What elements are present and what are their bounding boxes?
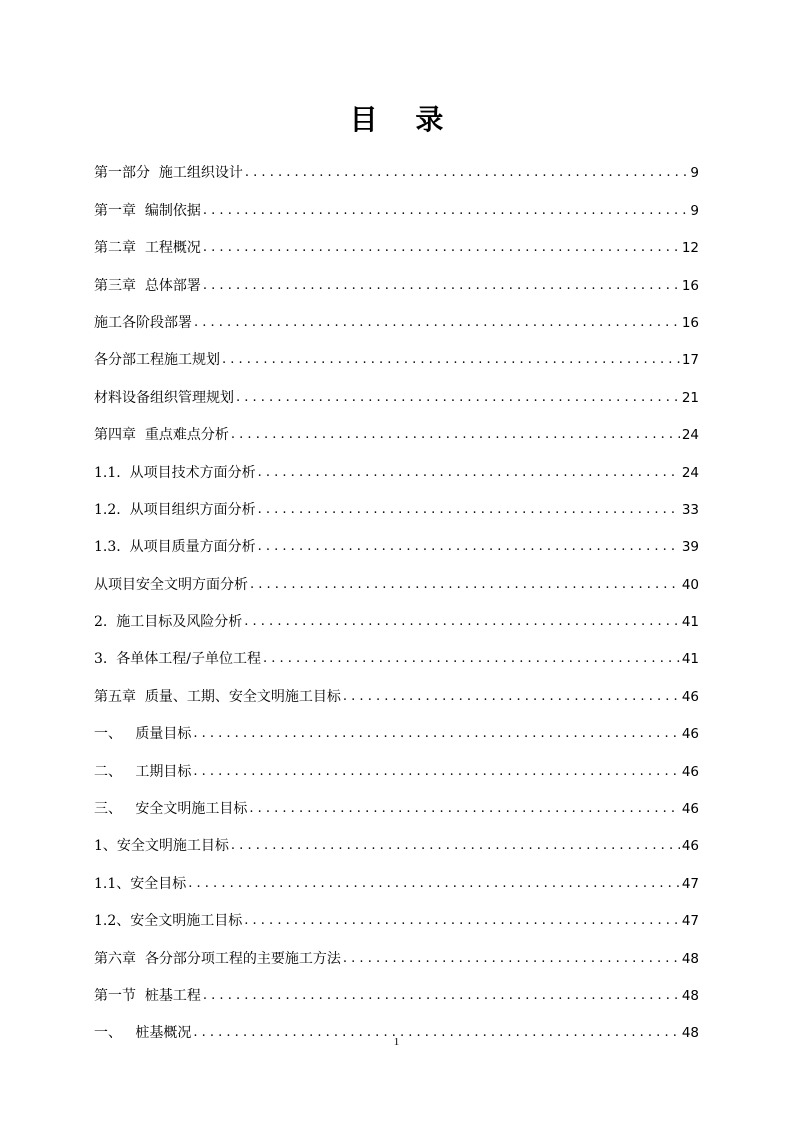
toc-entry[interactable] bbox=[94, 785, 699, 822]
toc-dot-leader bbox=[250, 572, 680, 598]
toc-entry-title: 3. 各单体工程/子单位工程 bbox=[94, 651, 261, 668]
toc-entry-title: 2. 施工目标及风险分析 bbox=[94, 614, 243, 631]
toc-entry-page: 46 bbox=[681, 801, 699, 818]
toc-entry[interactable] bbox=[94, 859, 699, 896]
toc-dot-leader bbox=[203, 235, 680, 261]
toc-entry[interactable] bbox=[94, 672, 699, 709]
toc-entry-title: 第五章 质量、工期、安全文明施工目标 bbox=[94, 688, 341, 705]
toc-entry[interactable] bbox=[94, 336, 699, 373]
toc-entry[interactable] bbox=[94, 747, 699, 784]
toc-dot-leader bbox=[231, 833, 680, 859]
toc-entry[interactable] bbox=[94, 897, 699, 934]
toc-entry[interactable] bbox=[94, 261, 699, 298]
toc-entry-title: 1、安全文明施工目标 bbox=[94, 838, 229, 855]
toc-dot-leader bbox=[245, 160, 687, 186]
toc-entry-title: 第一部分 施工组织设计 bbox=[94, 165, 243, 182]
toc-entry[interactable] bbox=[94, 448, 699, 485]
toc-dot-leader bbox=[249, 796, 679, 822]
toc-entry-title: 第一节 桩基工程 bbox=[94, 987, 201, 1004]
toc-dot-leader bbox=[236, 385, 680, 411]
toc-entry-title: 1.1、安全目标 bbox=[94, 875, 187, 892]
toc-entry-title: 各分部工程施工规划 bbox=[94, 352, 220, 369]
page-number: 1 bbox=[393, 1036, 400, 1048]
toc-entry-title: 一、 桩基概况 bbox=[94, 1025, 192, 1042]
toc-entry[interactable] bbox=[94, 934, 699, 971]
toc-dot-leader bbox=[222, 347, 680, 373]
toc-entry-page: 46 bbox=[681, 838, 699, 855]
toc-dot-leader bbox=[194, 310, 680, 336]
toc-entry-title: 三、 安全文明施工目标 bbox=[94, 801, 248, 818]
toc-dot-leader bbox=[258, 460, 680, 486]
toc-entry-page: 33 bbox=[681, 501, 699, 518]
toc-dot-leader bbox=[263, 646, 680, 672]
toc-entry-title: 1.2. 从项目组织方面分析 bbox=[94, 501, 256, 518]
toc-dot-leader bbox=[244, 908, 680, 934]
toc-dot-leader bbox=[193, 759, 679, 785]
toc-entry-title: 材料设备组织管理规划 bbox=[94, 389, 234, 406]
toc-entry-page: 17 bbox=[681, 352, 699, 369]
toc-entry-page: 16 bbox=[681, 277, 699, 294]
toc-entry[interactable] bbox=[94, 635, 699, 672]
toc-dot-leader bbox=[258, 534, 680, 560]
toc-entry-page: 47 bbox=[681, 913, 699, 930]
toc-dot-leader bbox=[244, 609, 680, 635]
toc-entry-title: 第二章 工程概况 bbox=[94, 240, 201, 257]
toc-entry[interactable] bbox=[94, 486, 699, 523]
toc-entry-page: 48 bbox=[681, 987, 699, 1004]
toc-entry-page: 48 bbox=[681, 1025, 699, 1042]
toc-entry-title: 施工各阶段部署 bbox=[94, 314, 192, 331]
toc-entry[interactable] bbox=[94, 224, 699, 261]
toc-entry[interactable] bbox=[94, 299, 699, 336]
toc-entry[interactable] bbox=[94, 149, 699, 186]
toc-entry[interactable] bbox=[94, 598, 699, 635]
toc-entry[interactable] bbox=[94, 186, 699, 223]
toc-entry-page: 40 bbox=[681, 576, 699, 593]
toc-entry-page: 48 bbox=[681, 950, 699, 967]
toc-dot-leader bbox=[203, 198, 687, 224]
toc-entry-title: 一、 质量目标 bbox=[94, 726, 192, 743]
toc-entry-page: 46 bbox=[681, 763, 699, 780]
toc-entry-page: 39 bbox=[681, 539, 699, 556]
toc-dot-leader bbox=[188, 871, 680, 897]
toc-dot-leader bbox=[203, 273, 680, 299]
toc-entry-page: 46 bbox=[681, 688, 699, 705]
toc-entry-title: 1.1. 从项目技术方面分析 bbox=[94, 464, 256, 481]
toc-entry-page: 12 bbox=[681, 240, 699, 257]
toc-dot-leader bbox=[258, 497, 680, 523]
toc-entry[interactable] bbox=[94, 560, 699, 597]
toc-entry-page: 47 bbox=[681, 875, 699, 892]
toc-entry-title: 1.2、安全文明施工目标 bbox=[94, 913, 243, 930]
toc-entry-page: 21 bbox=[681, 389, 699, 406]
toc-entry[interactable] bbox=[94, 710, 699, 747]
toc-dot-leader bbox=[343, 946, 680, 972]
toc-entry-title: 第三章 总体部署 bbox=[94, 277, 201, 294]
toc-dot-leader bbox=[231, 422, 680, 448]
toc-entry-page: 41 bbox=[681, 614, 699, 631]
toc-entry[interactable] bbox=[94, 411, 699, 448]
toc-entry-title: 1.3. 从项目质量方面分析 bbox=[94, 539, 256, 556]
toc-entry-page: 41 bbox=[681, 651, 699, 668]
toc-entry[interactable] bbox=[94, 373, 699, 410]
toc-entry-title: 从项目安全文明方面分析 bbox=[94, 576, 248, 593]
toc-entry-page: 24 bbox=[681, 427, 699, 444]
toc-dot-leader bbox=[343, 684, 680, 710]
toc-entry-title: 二、 工期目标 bbox=[94, 763, 192, 780]
toc-entry-page: 9 bbox=[690, 165, 699, 182]
toc-entry[interactable] bbox=[94, 523, 699, 560]
table-of-contents bbox=[94, 149, 699, 1046]
toc-dot-leader bbox=[193, 721, 679, 747]
toc-entry-page: 16 bbox=[681, 314, 699, 331]
toc-entry[interactable] bbox=[94, 972, 699, 1009]
toc-entry-title: 第四章 重点难点分析 bbox=[94, 427, 229, 444]
toc-dot-leader bbox=[203, 983, 680, 1009]
document-title: 目 录 bbox=[349, 103, 458, 136]
toc-entry-page: 46 bbox=[681, 726, 699, 743]
toc-entry-title: 第一章 编制依据 bbox=[94, 202, 201, 219]
toc-entry[interactable] bbox=[94, 822, 699, 859]
toc-entry-page: 9 bbox=[690, 202, 699, 219]
toc-entry-title: 第六章 各分部分项工程的主要施工方法 bbox=[94, 950, 341, 967]
toc-entry-page: 24 bbox=[681, 464, 699, 481]
